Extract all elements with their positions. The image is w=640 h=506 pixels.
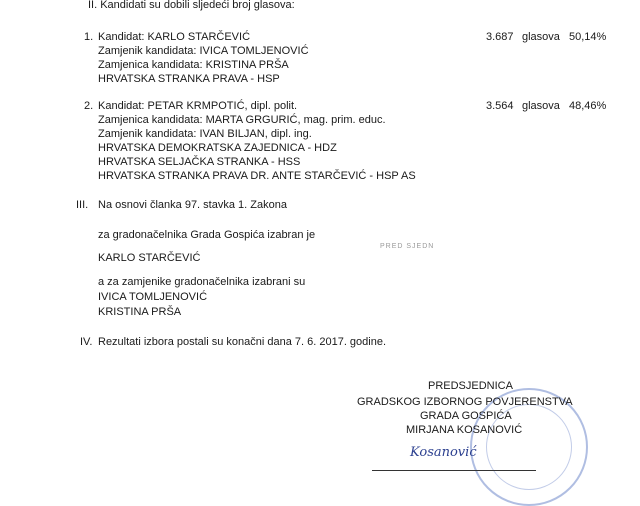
section-ii-heading: II. Kandidati su dobili sljedeći broj glasova: [88,0,295,11]
section-iv-numeral: IV. [80,336,93,348]
candidate-2-line: Zamjenik kandidata: IVAN BILJAN, dipl. ing. [98,128,312,140]
section-iv-text: Rezultati izbora postali su konačni dana 7. 6. 2017. godine. [98,336,387,348]
candidate-2-party: HRVATSKA SELJAČKA STRANKA - HSS [98,156,301,168]
candidate-2-party: HRVATSKA DEMOKRATSKA ZAJEDNICA - HDZ [98,142,337,154]
candidate-1-line: Zamjenik kandidata: IVICA TOMLJENOVIĆ [98,45,309,57]
candidate-2-label: Kandidat: PETAR KRMPOTIĆ, dipl. polit. [98,100,298,112]
candidate-1-label: Kandidat: KARLO STARČEVIĆ [98,31,251,43]
candidate-1-line: Zamjenica kandidata: KRISTINA PRŠA [98,59,289,71]
signatory-body: GRADSKOG IZBORNOG POVJERENSTVA [357,396,573,408]
signature-line [372,470,536,471]
mayor-name: KARLO STARČEVIĆ [98,252,201,264]
candidate-1-number: 1. [84,31,94,43]
candidate-1-votes-unit: glasova [522,31,560,43]
deputies-elected-text: a za zamjenike gradonačelnika izabrani su [98,276,306,288]
mayor-elected-text: za gradonačelnika Grada Gospića izabran je [98,229,316,241]
candidate-2-number: 2. [84,100,94,112]
candidate-1-percent: 50,14% [569,31,607,43]
signatory-name: MIRJANA KOSANOVIĆ [406,424,523,436]
signatory-title: PREDSJEDNICA [428,380,513,392]
candidate-2-votes-unit: glasova [522,100,560,112]
signatory-city: GRADA GOSPIĆA [420,410,512,422]
candidate-2-percent: 48,46% [569,100,607,112]
handwritten-signature: Kosanović [410,445,477,460]
candidate-2-party: HRVATSKA STRANKA PRAVA DR. ANTE STARČEVIĆ - HSP AS [98,170,416,182]
candidate-2-line: Zamjenica kandidata: MARTA GRGURIĆ, mag. prim. educ. [98,114,386,126]
section-iii-intro: Na osnovi članka 97. stavka 1. Zakona [98,199,287,211]
candidate-1-party: HRVATSKA STRANKA PRAVA - HSP [98,73,280,85]
section-iii-numeral: III. [76,199,89,211]
candidate-1-votes: 3.687 [486,31,514,43]
deputy-name: IVICA TOMLJENOVIĆ [98,291,208,303]
deputy-name: KRISTINA PRŠA [98,306,182,318]
candidate-2-votes: 3.564 [486,100,514,112]
faint-mark: PRED SJEDN [380,243,435,250]
